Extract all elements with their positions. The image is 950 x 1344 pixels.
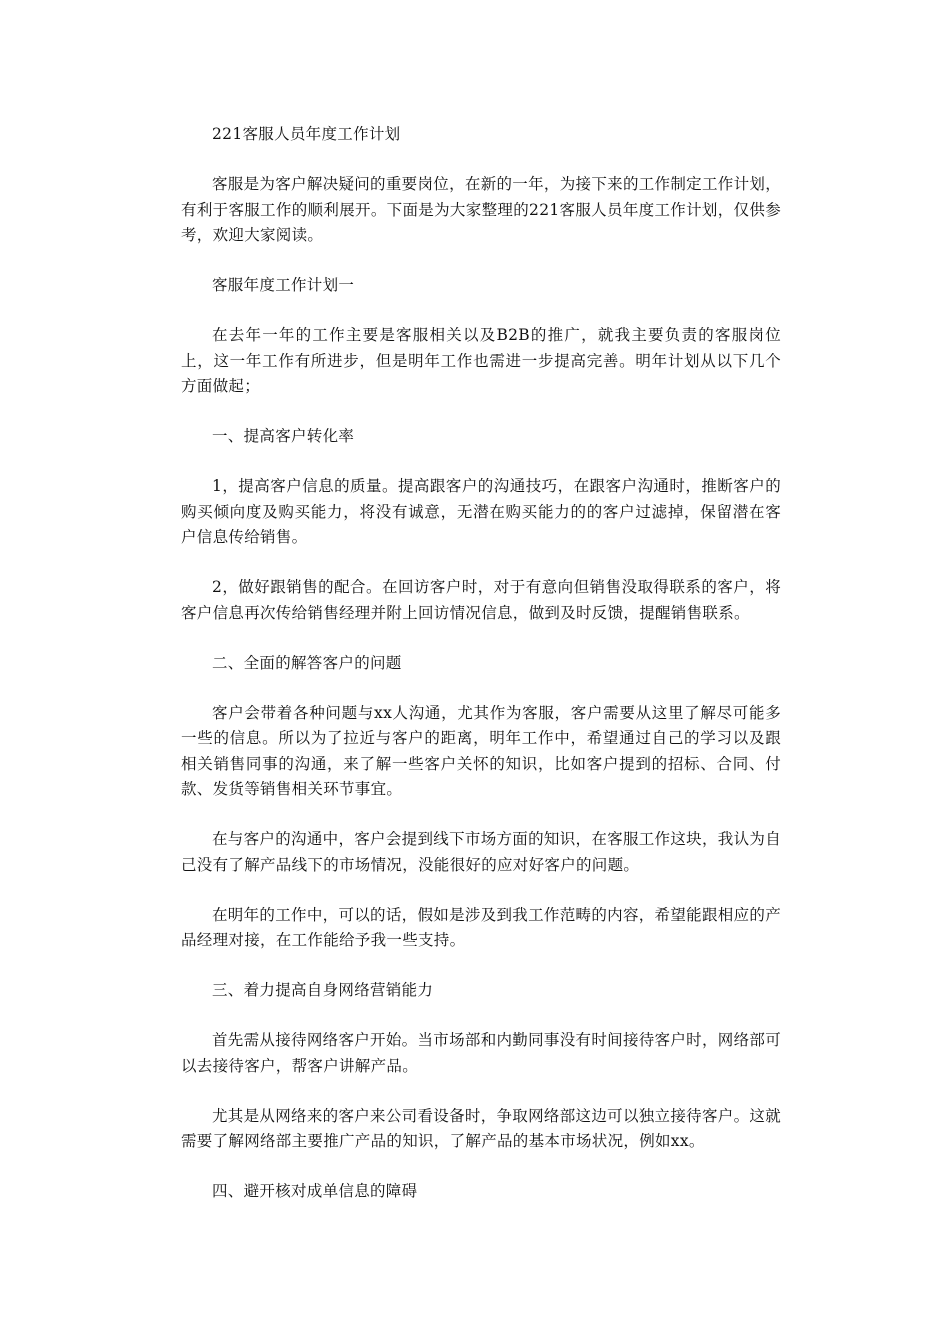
section-heading-1: 一、提高客户转化率 (212, 427, 355, 445)
body-paragraph: 首先需从接待网络客户开始。当市场部和内勤同事没有时间接待客户时，网络部可以去接待客户，帮客户讲解产品。 (181, 1031, 781, 1075)
intro-paragraph: 客服是为客户解决疑问的重要岗位，在新的一年，为接下来的工作制定工作计划，有利于客服工作的顺利展开。下面是为大家整理的221客服人员年度工作计划，仅供参考，欢迎大家阅读。 (181, 175, 781, 244)
document-body (181, 122, 781, 1229)
section-heading-3: 三、着力提高自身网络营销能力 (212, 981, 434, 999)
section-heading-4: 四、避开核对成单信息的障碍 (212, 1182, 418, 1200)
section-heading-2: 二、全面的解答客户的问题 (212, 653, 402, 672)
body-paragraph: 在去年一年的工作主要是客服相关以及B2B的推广，就我主要负责的客服岗位上，这一年工作有所进步，但是明年工作也需进一步提高完善。明年计划从以下几个方面做起； (181, 326, 781, 395)
document-title: 221客服人员年度工作计划 (212, 125, 401, 143)
body-paragraph: 客户会带着各种问题与xx人沟通，尤其作为客服，客户需要从这里了解尽可能多一些的信息。所以为了拉近与客户的距离，明年工作中，希望通过自己的学习以及跟相关销售同事的沟通，来了解一些客户关怀的知识，比如客户提到的招标、合同、付款、发货等销售相关环节事宜。 (181, 703, 781, 798)
section-heading-plan-one: 客服年度工作计划一 (212, 276, 355, 294)
body-paragraph: 2，做好跟销售的配合。在回访客户时，对于有意向但销售没取得联系的客户，将客户信息再次传给销售经理并附上回访情况信息，做到及时反馈，提醒销售联系。 (181, 578, 781, 622)
body-paragraph: 在与客户的沟通中，客户会提到线下市场方面的知识，在客服工作这块，我认为自己没有了解产品线下的市场情况，没能很好的应对好客户的问题。 (181, 830, 781, 874)
body-paragraph: 在明年的工作中，可以的话，假如是涉及到我工作范畴的内容，希望能跟相应的产品经理对接，在工作能给予我一些支持。 (181, 905, 781, 949)
body-paragraph: 尤其是从网络来的客户来公司看设备时，争取网络部这边可以独立接待客户。这就需要了解网络部主要推广产品的知识，了解产品的基本市场状况，例如xx。 (181, 1106, 781, 1150)
body-paragraph: 1，提高客户信息的质量。提高跟客户的沟通技巧，在跟客户沟通时，推断客户的购买倾向度及购买能力，将没有诚意，无潜在购买能力的的客户过滤掉，保留潜在客户信息传给销售。 (181, 477, 781, 546)
